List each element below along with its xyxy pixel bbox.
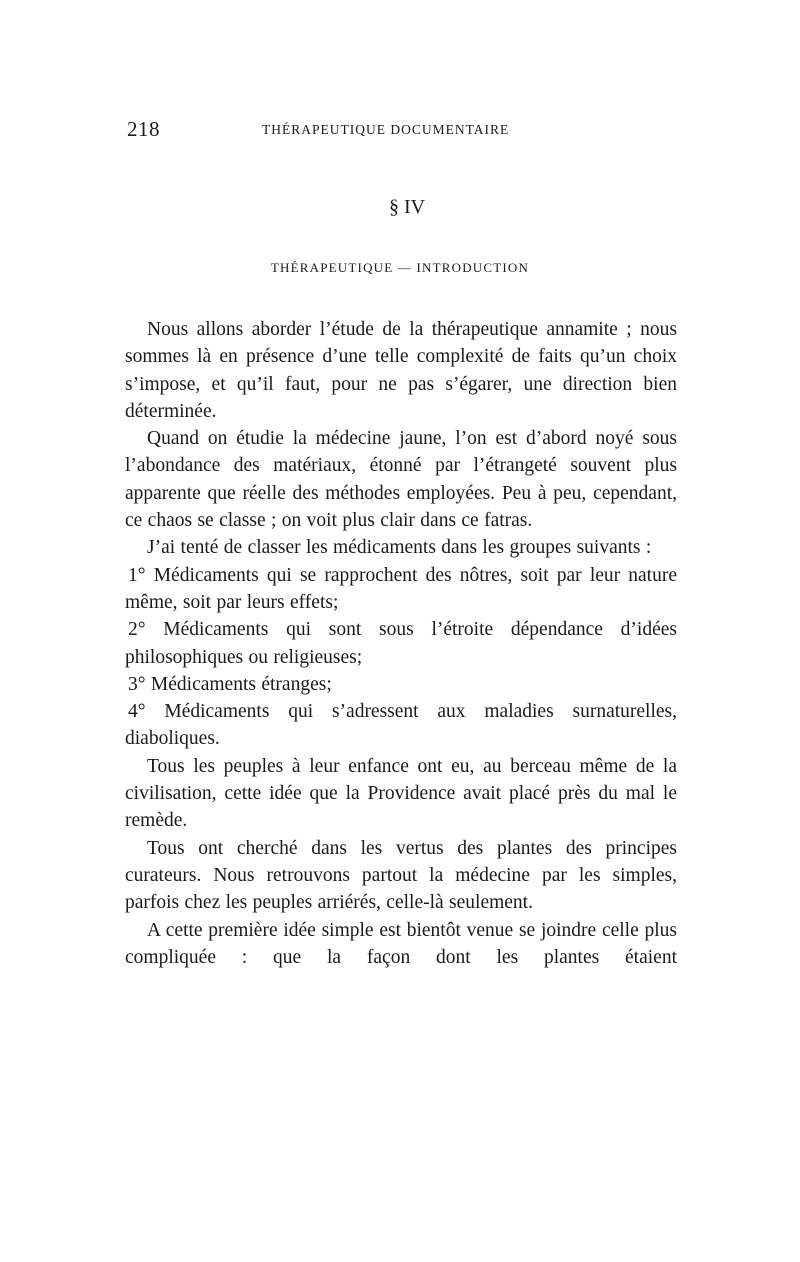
- paragraph: A cette première idée simple est bientôt venue se joindre celle plus compliquée : que la façon dont les plantes étaient: [125, 919, 677, 968]
- paragraph: Nous allons aborder l’étude de la thérapeutique annamite ; nous sommes là en présence d’une telle complexité de faits qu’un choix s’impose, et qu’il faut, pour ne pas s’égarer, une direction bien déterminée.: [125, 319, 677, 422]
- list-item: 1° Médicaments qui se rapprochent des nôtres, soit par leur nature même, soit par leurs effets;: [125, 564, 677, 613]
- list-item: 4° Médicaments qui s’adressent aux maladies surnaturelles, diaboliques.: [125, 701, 677, 750]
- paragraph: Tous ont cherché dans les vertus des plantes des principes curateurs. Nous retrouvons partout la médecine par les simples, parfois chez les peuples arriérés, celle-là seulement.: [125, 837, 677, 914]
- list-item: 3° Médicaments étranges;: [128, 673, 332, 695]
- running-head: [127, 116, 677, 142]
- section-title: THÉRAPEUTIQUE — INTRODUCTION: [270, 260, 530, 275]
- paragraph: Quand on étudie la médecine jaune, l’on est d’abord noyé sous l’abondance des matériaux, étonné par l’étrangeté souvent plus apparente que réelle des méthodes employées. Peu à peu, cependant, ce chaos se classe ; on voit plus clair dans ce fatras.: [125, 428, 677, 532]
- body-text: [125, 316, 677, 971]
- paragraph: J’ai tenté de classer les médicaments dans les groupes suivants :: [147, 537, 652, 559]
- section-number: § IV: [388, 196, 426, 218]
- page-number: 218: [127, 117, 160, 141]
- paragraph: Tous les peuples à leur enfance ont eu, au berceau même de la civilisation, cette idée que la Providence avait placé près du mal le remède.: [125, 755, 677, 832]
- list-item: 2° Médicaments qui sont sous l’étroite dépendance d’idées philosophiques ou religieuses;: [125, 619, 677, 668]
- running-title: THÉRAPEUTIQUE DOCUMENTAIRE: [262, 122, 510, 137]
